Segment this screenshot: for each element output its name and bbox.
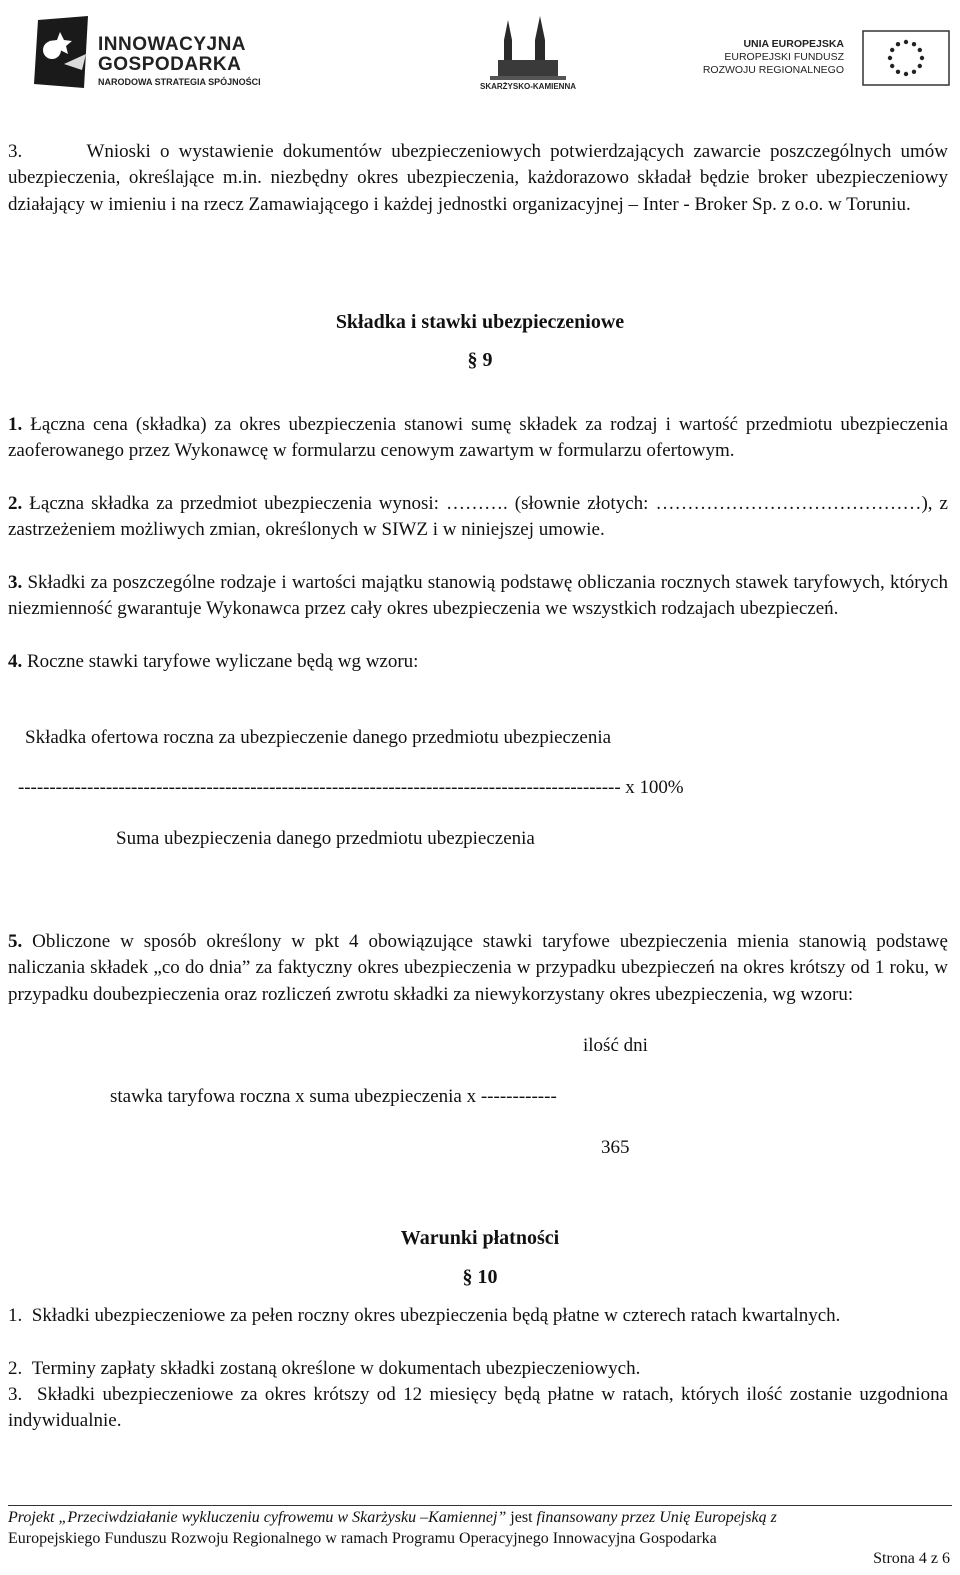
church-towers-icon <box>468 10 588 88</box>
item-text: Składki ubezpieczeniowe za okres krótszy od 12 miesięcy będą płatne w ratach, których ilość zostanie uzgodniona indywidualnie. <box>8 1384 949 1432</box>
section9-paragraph-mark: § 9 <box>467 349 493 371</box>
logo-right-line1: UNIA EUROPEJSKA <box>743 38 844 50</box>
item-number: 1. <box>8 1305 23 1326</box>
item-text: Składki za poszczególne rodzaje i wartości majątku stanowią podstawę obliczania rocznych stawek taryfowych, których niezmienność gwarantuje Wykonawca przez cały okres ubezpieczenia we wszystkich rodzajach ubezpieczeń. <box>8 572 948 620</box>
footer-line2: Europejskiego Funduszu Rozwoju Regionalnego w ramach Programu Operacyjnego Innowacyjna Gospodarka <box>8 1530 717 1547</box>
formula2-top: ilość dni <box>583 1035 648 1056</box>
logo-innowacyjna-gospodarka <box>30 14 280 94</box>
item-number: 5. <box>8 931 23 952</box>
formula1-bar: ------------------------------------------------------------------------------------------------ x 100% <box>18 777 684 798</box>
formula2-bottom: 365 <box>601 1137 630 1158</box>
formula1-denominator: Suma ubezpieczenia danego przedmiotu ubezpieczenia <box>116 828 535 849</box>
logo-center-name: SKARŻYSKO-KAMIENNA <box>480 82 576 91</box>
footer-jest: jest <box>510 1509 533 1526</box>
section9-item-4 <box>8 649 948 675</box>
item-number: 4. <box>8 651 23 672</box>
section9-item-2 <box>8 491 948 544</box>
section10-title: Warunki płatności <box>400 1227 560 1249</box>
item-text: Obliczone w sposób określony w pkt 4 obowiązujące stawki taryfowe ubezpieczenia mienia stanowią podstawę naliczania składek „co do dnia” za faktyczny okres ubezpieczenia w przypadku ubezpieczeń na okres krótszy od 1 roku, w przypadku doubezpieczenia oraz rozliczeń zwrotu składki za niewykorzystany okres ubezpieczenia, wg wzoru: <box>8 931 948 1005</box>
logo-right-line2: EUROPEJSKI FUNDUSZ <box>724 51 844 63</box>
item-number: 3. <box>8 572 23 593</box>
item-text: Łączna cena (składka) za okres ubezpieczenia stanowi sumę składek za rodzaj i wartość przedmiotu ubezpieczenia zaoferowanego przez Wykonawcę w formularzu cenowym zawartym w formularzu ofertowym. <box>8 414 948 462</box>
logo-right-line3: ROZWOJU REGIONALNEGO <box>702 64 844 76</box>
logo-left-line1: INNOWACYJNA <box>98 34 247 55</box>
eu-flag-icon <box>862 30 950 86</box>
section9-item-5 <box>8 929 948 1008</box>
item-number: 2. <box>8 1358 23 1379</box>
item-text: Łączna składka za przedmiot ubezpieczenia wynosi: ………. (słownie złotych: ……………………………………), z zastrzeżeniem możliwych zmian, określonych w SIWZ i w niniejszej umowie. <box>8 493 948 541</box>
footer-divider <box>8 1505 952 1506</box>
logo-left-line3: NARODOWA STRATEGIA SPÓJNOŚCI <box>98 77 261 87</box>
item-number: 3. <box>8 1384 23 1405</box>
item-text: Roczne stawki taryfowe wyliczane będą wg wzoru: <box>22 651 419 672</box>
item-text: Terminy zapłaty składki zostaną określone w dokumentach ubezpieczeniowych. <box>31 1358 641 1379</box>
footer-financing: finansowany przez Unię Europejską z <box>536 1509 777 1526</box>
item-number: 1. <box>8 414 23 435</box>
section10-item-1 <box>8 1303 948 1329</box>
page-number: Strona 4 z 6 <box>873 1550 950 1567</box>
logo-left-line2: GOSPODARKA <box>98 54 242 75</box>
innowacyjna-emblem-icon <box>30 14 92 90</box>
intro-text: Wnioski o wystawienie dokumentów ubezpieczeniowych potwierdzających zawarcie poszczególnych umów ubezpieczenia, określające m.in. niezbędny okres ubezpieczenia, każdorazowo składał będzie broker ubezpieczeniowy działający w imieniu i na rzecz Zamawiającego i każdej jednostki organizacyjnej – Inter - Broker Sp. z o.o. w Toruniu. <box>8 141 949 215</box>
intro-number: 3. <box>8 141 23 162</box>
section10-paragraph-mark: § 10 <box>462 1266 498 1288</box>
formula1-numerator: Składka ofertowa roczna za ubezpieczenie danego przedmiotu ubezpieczenia <box>25 727 612 748</box>
footer-project-name: Projekt „Przeciwdziałanie wykluczeniu cyfrowemu w Skarżysku –Kamiennej” <box>8 1509 507 1526</box>
section9-item-3 <box>8 570 948 623</box>
section10-item-2 <box>8 1356 948 1382</box>
item-text: Składki ubezpieczeniowe za pełen roczny okres ubezpieczenia będą płatne w czterech ratach kwartalnych. <box>31 1305 841 1326</box>
intro-paragraph <box>8 139 948 218</box>
footer-line1 <box>8 1507 952 1528</box>
section10-item-3 <box>8 1382 948 1435</box>
formula2-main: stawka taryfowa roczna x suma ubezpieczenia x ------------ <box>110 1086 557 1107</box>
item-number: 2. <box>8 493 23 514</box>
section9-title: Składka i stawki ubezpieczeniowe <box>335 311 625 333</box>
section9-item-1 <box>8 412 948 465</box>
logo-unia-europejska <box>702 30 950 90</box>
logo-skarzysko-kamienna <box>468 10 588 100</box>
